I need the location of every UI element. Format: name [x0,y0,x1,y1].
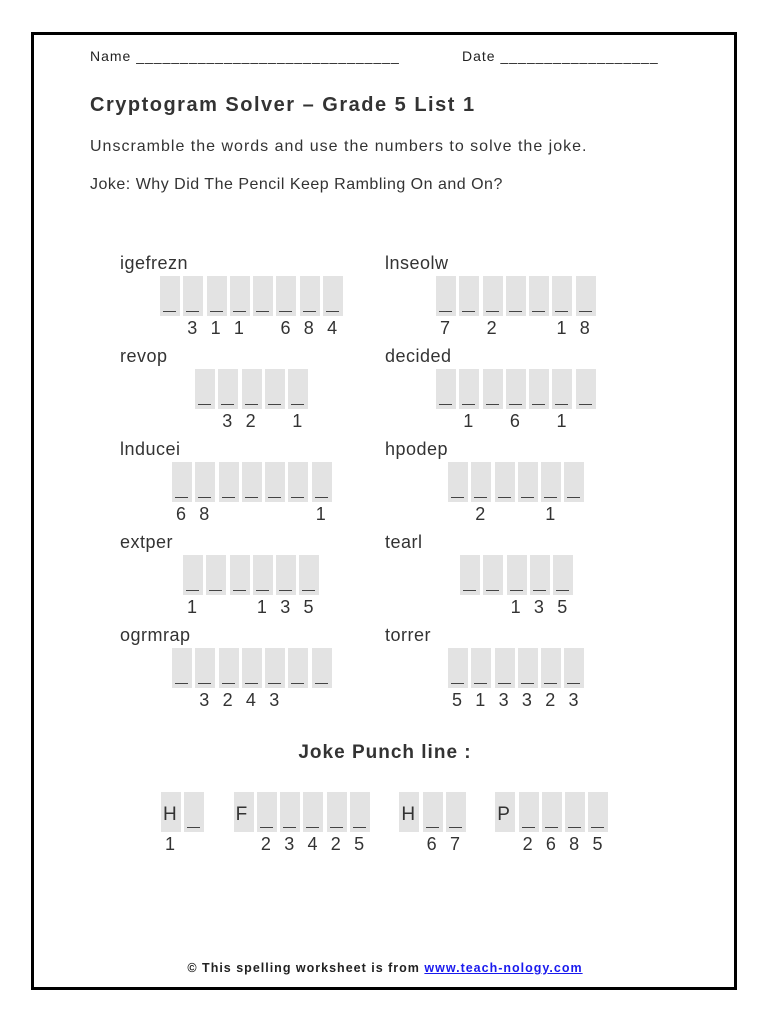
letter-box[interactable] [218,369,238,431]
letter-number: 6 [509,411,520,431]
letter-box[interactable] [519,792,539,854]
letter-number: 1 [210,318,221,338]
letter-box[interactable] [530,555,550,617]
page-title: Cryptogram Solver – Grade 5 List 1 [90,94,476,116]
letter-box[interactable] [288,462,308,502]
letter-box[interactable] [483,555,503,595]
letter-box[interactable] [576,369,596,409]
given-letter: F [235,804,248,825]
letter-box[interactable] [564,462,584,502]
answer-boxes [195,369,311,431]
letter-box[interactable] [588,792,608,854]
scrambled-word: lnducei [120,439,181,459]
letter-box[interactable] [184,792,204,832]
letter-number: 3 [284,834,295,854]
letter-box[interactable] [446,792,466,854]
letter-box[interactable] [172,648,192,688]
letter-number: 1 [510,597,521,617]
letter-box[interactable] [576,276,596,338]
name-field: Name ______________________________ [90,48,400,64]
letter-number: 6 [176,504,187,524]
letter-number: 5 [303,597,314,617]
letter-box[interactable] [276,276,296,338]
letter-number: 2 [245,411,256,431]
letter-number: 6 [426,834,437,854]
letter-box[interactable] [541,648,561,710]
scrambled-word: lnseolw [385,253,449,273]
answer-boxes [436,369,599,431]
letter-number: 1 [233,318,244,338]
letter-box[interactable] [276,555,296,617]
date-field: Date __________________ [462,48,659,64]
letter-box[interactable] [183,555,203,617]
letter-box[interactable] [552,369,572,431]
punchline-boxes [161,792,612,854]
letter-box[interactable] [529,276,549,316]
letter-box[interactable] [448,462,468,502]
joke-question: Joke: Why Did The Pencil Keep Rambling On and On? [90,176,503,193]
letter-number: 2 [475,504,486,524]
letter-box[interactable] [230,555,250,595]
given-letter: P [497,804,510,825]
letter-box[interactable] [219,462,239,502]
letter-number: 5 [452,690,463,710]
letter-box[interactable] [253,555,273,617]
letter-box[interactable] [506,276,526,316]
letter-box[interactable] [183,276,203,338]
letter-box[interactable] [327,792,347,854]
given-letter: H [163,804,177,825]
letter-number: 3 [498,690,509,710]
letter-number: 7 [449,834,460,854]
letter-box[interactable] [564,648,584,710]
letter-number: 2 [330,834,341,854]
letter-number: 3 [199,690,210,710]
letter-number: 1 [556,411,567,431]
letter-box[interactable] [518,462,538,502]
letter-box[interactable] [195,462,215,524]
letter-box[interactable] [436,369,456,409]
letter-box[interactable] [399,792,419,832]
letter-box[interactable] [300,276,320,338]
letter-box[interactable] [288,369,308,431]
letter-number: 8 [303,318,314,338]
letter-box[interactable] [541,462,561,524]
answer-boxes [448,648,588,710]
letter-box[interactable] [495,648,515,710]
letter-box[interactable] [350,792,370,854]
letter-box[interactable] [506,369,526,431]
letter-number: 3 [280,597,291,617]
letter-number: 3 [269,690,280,710]
letter-box[interactable] [471,462,491,524]
letter-number: 2 [545,690,556,710]
footer-text: © This spelling worksheet is from [187,961,425,975]
answer-boxes [172,462,335,524]
letter-box[interactable] [230,276,250,338]
letter-number: 1 [165,834,176,854]
letter-box[interactable] [552,276,572,338]
letter-box[interactable] [172,462,192,524]
letter-number: 7 [440,318,451,338]
letter-box[interactable] [312,462,332,524]
answer-boxes [160,276,346,338]
letter-box[interactable] [207,276,227,338]
letter-box[interactable] [495,462,515,502]
letter-box[interactable] [459,276,479,316]
instructions: Unscramble the words and use the numbers to solve the joke. [90,138,588,155]
letter-box[interactable] [195,648,215,710]
letter-number: 5 [354,834,365,854]
letter-box[interactable] [423,792,443,854]
letter-box[interactable] [219,648,239,710]
letter-number: 4 [307,834,318,854]
letter-box[interactable] [242,369,262,431]
letter-box[interactable] [323,276,343,338]
letter-box[interactable] [507,555,527,617]
letter-box[interactable] [483,369,503,409]
letter-number: 2 [486,318,497,338]
letter-number: 4 [327,318,338,338]
letter-number: 3 [568,690,579,710]
letter-number: 1 [315,504,326,524]
scrambled-word: torrer [385,625,432,645]
footer-link[interactable]: www.teach-nology.com [424,961,583,975]
letter-box[interactable] [483,276,503,338]
letter-number: 8 [569,834,580,854]
letter-number: 2 [522,834,533,854]
letter-box[interactable] [436,276,456,338]
letter-box[interactable] [312,648,332,688]
letter-box[interactable] [518,648,538,710]
scrambled-word: decided [385,346,452,366]
letter-number: 1 [292,411,303,431]
letter-box[interactable] [565,792,585,854]
letter-number: 1 [556,318,567,338]
letter-box[interactable] [542,792,562,854]
answer-boxes [460,555,576,617]
letter-box[interactable] [303,792,323,854]
letter-number: 8 [199,504,210,524]
letter-number: 4 [245,690,256,710]
punchline-title: Joke Punch line : [298,742,472,763]
letter-box[interactable] [280,792,300,854]
letter-box[interactable] [234,792,254,832]
footer-credit [0,961,770,975]
letter-number: 1 [545,504,556,524]
letter-box[interactable] [195,369,215,409]
letter-box[interactable] [495,792,515,832]
letter-box[interactable] [253,276,273,316]
letter-number: 1 [475,690,486,710]
letter-box[interactable] [257,792,277,854]
letter-box[interactable] [459,369,479,431]
letter-number: 1 [187,597,198,617]
letter-number: 3 [533,597,544,617]
letter-box[interactable] [160,276,180,316]
scrambled-word: revop [120,346,168,366]
scrambled-word: extper [120,532,174,552]
letter-number: 3 [521,690,532,710]
letter-box[interactable] [299,555,319,617]
scrambled-word: tearl [385,532,423,552]
letter-box[interactable] [460,555,480,595]
letter-number: 1 [463,411,474,431]
letter-box[interactable] [265,462,285,502]
letter-box[interactable] [471,648,491,710]
scrambled-word: hpodep [385,439,449,459]
letter-box[interactable] [553,555,573,617]
letter-box[interactable] [242,648,262,710]
answer-boxes [172,648,335,710]
letter-box[interactable] [529,369,549,409]
answer-boxes [436,276,599,338]
letter-number: 2 [222,690,233,710]
letter-number: 5 [592,834,603,854]
answer-boxes [183,555,323,617]
letter-number: 1 [256,597,267,617]
answer-boxes [448,462,588,524]
letter-box[interactable] [265,369,285,409]
scrambled-word: igefrezn [120,253,189,273]
letter-box[interactable] [206,555,226,595]
letter-number: 3 [222,411,233,431]
letter-number: 6 [545,834,556,854]
letter-box[interactable] [265,648,285,710]
letter-box[interactable] [161,792,181,854]
given-letter: H [401,804,416,825]
scrambled-word: ogrmrap [120,625,191,645]
letter-number: 3 [187,318,198,338]
letter-number: 6 [280,318,291,338]
letter-box[interactable] [242,462,262,502]
letter-box[interactable] [448,648,468,710]
letter-box[interactable] [288,648,308,688]
letter-number: 5 [557,597,568,617]
letter-number: 8 [579,318,590,338]
letter-number: 2 [260,834,271,854]
